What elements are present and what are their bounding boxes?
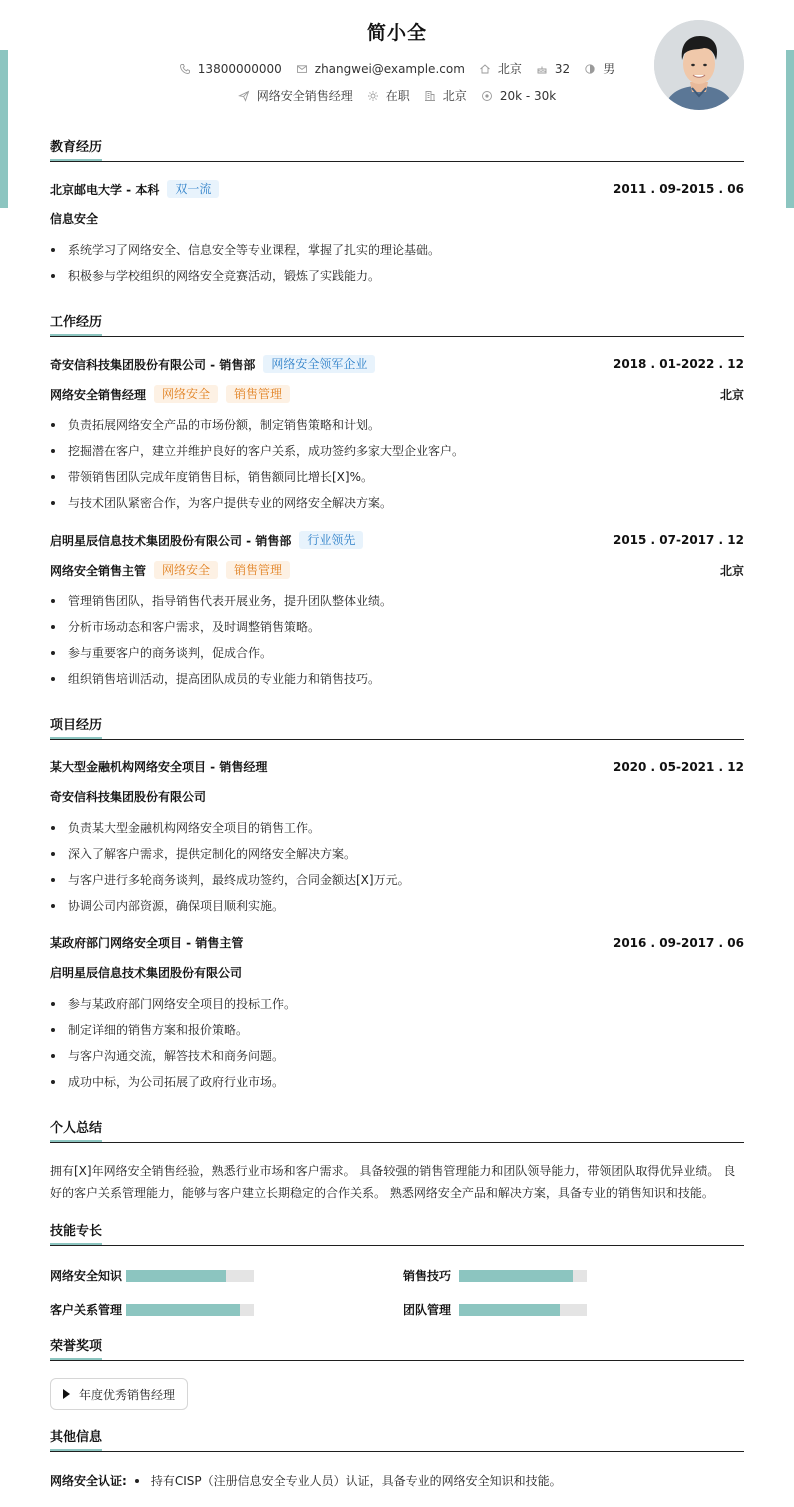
major-name: 信息安全 (50, 212, 99, 226)
section-title-skills: 技能专长 (50, 1224, 744, 1246)
section-title-other: 其他信息 (50, 1430, 744, 1452)
work-city: 北京 (719, 387, 744, 402)
other-info-row (50, 1472, 562, 1489)
section-title-education: 教育经历 (50, 140, 744, 162)
project-2-company-row (50, 964, 744, 981)
skill-label: 网络安全知识 (50, 1269, 123, 1283)
other-info-key: 网络安全认证: (50, 1474, 127, 1488)
skill-label: 团队管理 (403, 1303, 452, 1317)
education-header-row (50, 180, 744, 198)
home-icon (479, 63, 491, 75)
project-2-header-row (50, 934, 744, 951)
list-item: 管理销售团队，指导销售代表开展业务，提升团队整体业绩。 (50, 594, 744, 620)
list-item: 组织销售培训活动，提高团队成员的专业能力和销售技巧。 (50, 672, 744, 698)
work-2-title-row (50, 561, 744, 579)
target-city-item (424, 87, 467, 104)
project-1-bullets (50, 821, 744, 925)
work-date: 2018 . 01-2022 . 12 (612, 357, 744, 371)
list-item: 挖掘潜在客户，建立并维护良好的客户关系，成功签约多家大型企业客户。 (50, 444, 744, 470)
work-1-header-row (50, 355, 744, 373)
skill-bar (459, 1270, 587, 1282)
job-target-item (238, 87, 353, 104)
age-item (536, 62, 570, 76)
skill-item (403, 1267, 587, 1284)
gender-item (584, 60, 615, 77)
bullet-dot (135, 1479, 139, 1483)
project-company: 奇安信科技集团股份有限公司 (50, 790, 207, 804)
salary-text: 20k - 30k (499, 88, 557, 103)
job-title: 网络安全销售主管 (50, 563, 147, 578)
skill-bar-fill (126, 1270, 226, 1282)
project-date: 2016 . 09-2017 . 06 (612, 935, 744, 950)
status-text: 在职 (385, 89, 410, 103)
school-tag: 双一流 (167, 180, 219, 198)
skill-bar-fill (459, 1304, 560, 1316)
other-info-value: 持有CISP（注册信息安全专业人员）认证，具备专业的网络安全知识和技能。 (150, 1474, 562, 1488)
project-company: 启明星辰信息技术集团股份有限公司 (50, 966, 243, 980)
list-item: 带领销售团队完成年度销售目标，销售额同比增长[X]%。 (50, 470, 744, 496)
phone-icon (179, 63, 191, 75)
project-name: 某大型金融机构网络安全项目 - 销售经理 (50, 760, 268, 774)
work-2-header-row (50, 531, 744, 549)
list-item: 负责某大型金融机构网络安全项目的销售工作。 (50, 821, 744, 847)
work-date: 2015 . 07-2017 . 12 (612, 533, 744, 547)
work-2-bullets (50, 594, 744, 698)
education-date: 2011 . 09-2015 . 06 (612, 182, 744, 196)
list-item: 与客户进行多轮商务谈判，最终成功签约，合同金额达[X]万元。 (50, 873, 744, 899)
section-title-projects: 项目经历 (50, 718, 744, 740)
age-text: 32 (554, 61, 571, 76)
skill-tag: 网络安全 (154, 385, 218, 403)
send-icon (238, 90, 250, 102)
skill-bar (459, 1304, 587, 1316)
email-item (296, 62, 465, 76)
building-icon (424, 90, 436, 102)
list-item: 参与某政府部门网络安全项目的投标工作。 (50, 997, 744, 1023)
list-item: 参与重要客户的商务谈判，促成合作。 (50, 646, 744, 672)
skill-tag: 网络安全 (154, 561, 218, 579)
award-item[interactable] (50, 1378, 188, 1410)
skill-item (50, 1267, 254, 1284)
job-title: 网络安全销售经理 (50, 387, 147, 402)
candidate-name: 简小全 (366, 22, 427, 44)
mail-icon (296, 63, 308, 75)
company-name: 奇安信科技集团股份有限公司 - 销售部 (50, 357, 256, 372)
avatar (654, 20, 744, 110)
coin-icon (481, 90, 493, 102)
phone-item (179, 62, 282, 76)
skill-bar-fill (459, 1270, 573, 1282)
list-item: 制定详细的销售方案和报价策略。 (50, 1023, 744, 1049)
education-bullets (50, 243, 744, 295)
status-item (367, 87, 410, 104)
project-1-header-row (50, 758, 744, 775)
location-text: 北京 (497, 62, 522, 76)
location-item (479, 60, 522, 77)
company-name: 启明星辰信息技术集团股份有限公司 - 销售部 (50, 533, 292, 548)
list-item: 成功中标，为公司拓展了政府行业市场。 (50, 1075, 744, 1101)
project-1-company-row (50, 788, 744, 805)
target-city-text: 北京 (442, 89, 467, 103)
school-name: 北京邮电大学 - 本科 (50, 182, 160, 197)
education-major-row (50, 210, 744, 227)
company-tag: 行业领先 (299, 531, 363, 549)
project-date: 2020 . 05-2021 . 12 (612, 759, 744, 774)
list-item: 协调公司内部资源，确保项目顺利实施。 (50, 899, 744, 925)
email-text: zhangwei@example.com (314, 61, 465, 76)
skill-label: 销售技巧 (403, 1269, 452, 1283)
work-city: 北京 (719, 563, 744, 578)
list-item: 负责拓展网络安全产品的市场份额，制定销售策略和计划。 (50, 418, 744, 444)
list-item: 深入了解客户需求，提供定制化的网络安全解决方案。 (50, 847, 744, 873)
award-label: 年度优秀销售经理 (79, 1387, 176, 1402)
list-item: 积极参与学校组织的网络安全竞赛活动，锻炼了实践能力。 (50, 269, 744, 295)
section-title-summary: 个人总结 (50, 1121, 744, 1143)
gear-icon (367, 90, 379, 102)
skill-tag: 销售管理 (226, 385, 290, 403)
gender-icon (584, 63, 596, 75)
skill-bar (126, 1304, 254, 1316)
work-1-title-row (50, 385, 744, 403)
section-title-awards: 荣誉奖项 (50, 1339, 744, 1361)
work-1-bullets (50, 418, 744, 522)
list-item: 系统学习了网络安全、信息安全等专业课程，掌握了扎实的理论基础。 (50, 243, 744, 269)
job-target-text: 网络安全销售经理 (256, 89, 353, 103)
skill-bar (126, 1270, 254, 1282)
play-triangle-icon (63, 1389, 70, 1399)
section-title-work: 工作经历 (50, 315, 744, 337)
project-2-bullets (50, 997, 744, 1101)
salary-item (481, 89, 556, 103)
list-item: 与客户沟通交流，解答技术和商务问题。 (50, 1049, 744, 1075)
list-item: 分析市场动态和客户需求，及时调整销售策略。 (50, 620, 744, 646)
skill-item (403, 1301, 587, 1318)
skill-bar-fill (126, 1304, 240, 1316)
skill-item (50, 1301, 254, 1318)
project-name: 某政府部门网络安全项目 - 销售主管 (50, 936, 244, 950)
phone-text: 13800000000 (197, 61, 282, 76)
cake-icon (536, 63, 548, 75)
skill-label: 客户关系管理 (50, 1303, 123, 1317)
summary-text: 拥有[X]年网络安全销售经验，熟悉行业市场和客户需求。 具备较强的销售管理能力和团队领导能力，带领团队取得优异业绩。 良好的客户关系管理能力，能够与客户建立长期稳定的合作关系。 熟悉网络安全产品和解决方案，具备专业的销售知识和技能。 (50, 1164, 736, 1200)
list-item: 与技术团队紧密合作，为客户提供专业的网络安全解决方案。 (50, 496, 744, 522)
skill-tag: 销售管理 (226, 561, 290, 579)
gender-text: 男 (603, 62, 616, 76)
company-tag: 网络安全领军企业 (263, 355, 375, 373)
